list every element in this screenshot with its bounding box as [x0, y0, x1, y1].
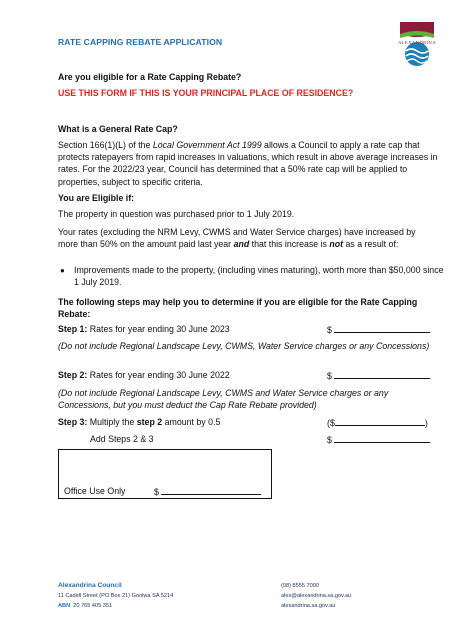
add-steps-label: Add Steps 2 & 3	[90, 434, 154, 444]
footer-address: 11 Cadell Street (PO Box 21) Goolwa SA 5214	[58, 593, 174, 600]
step-3-amount-field[interactable]: ($ )	[327, 418, 428, 428]
footer-contact-address	[58, 581, 173, 612]
general-rate-cap-paragraph: Section 166(1)(L) of the Local Government Act 1999 allows a Council to apply a rate cap that protects ratepayers from rapid increases in valuations, which result in above average increases in rates. For the 2022/23 year, Council has determined that a 50% rate cap will be applied to properties, subject to specific criteria.	[58, 140, 438, 187]
rates-criterion: Your rates (excluding the NRM Levy, CWMS and Water Service charges) have increased by more than 50% on the amount paid last year and that this increase is not as a result of:	[58, 227, 416, 250]
total-amount-field[interactable]: $	[327, 434, 430, 445]
residence-warning: USE THIS FORM IF THIS IS YOUR PRINCIPAL PLACE OF RESIDENCE?	[58, 88, 354, 98]
step-2-amount-field[interactable]: $	[327, 370, 430, 381]
purchase-criterion: The property in question was purchased prior to 1 July 2019.	[58, 209, 295, 219]
step-3: Step 3: Multiply the step 2 amount by 0.5	[58, 417, 221, 427]
step-1: Step 1: Rates for year ending 30 June 2023	[58, 324, 230, 334]
office-use-label: Office Use Only	[64, 486, 126, 496]
step-1-amount-field[interactable]: $	[327, 324, 430, 335]
footer-web[interactable]: alexandrina.sa.gov.au	[281, 603, 336, 610]
footer-abn: ABN 20 765 405 351	[58, 603, 113, 610]
bullet-icon: ●	[60, 266, 65, 275]
office-use-box	[58, 449, 272, 499]
footer-contact-details	[281, 581, 351, 612]
logo-emblem-icon	[392, 20, 442, 68]
footer-phone: (08) 8555 7000	[281, 583, 319, 589]
footer-email[interactable]: alex@alexandrina.sa.gov.au	[281, 593, 352, 600]
office-use-amount-field[interactable]: $	[154, 486, 261, 497]
footer-brand: Alexandrina Council	[58, 582, 122, 589]
steps-heading: The following steps may help you to determine if you are eligible for the Rate Capping Rebate:	[58, 297, 418, 320]
general-rate-cap-heading: What is a General Rate Cap?	[58, 124, 178, 134]
eligible-if-heading: You are Eligible if:	[58, 193, 135, 203]
form-title: RATE CAPPING REBATE APPLICATION	[58, 37, 223, 47]
svg-text:ALEXANDRINA: ALEXANDRINA	[398, 40, 436, 45]
step-1-note: (Do not include Regional Landscape Levy, CWMS, Water Service charges or any Concessions)	[58, 341, 430, 351]
eligibility-question: Are you eligible for a Rate Capping Rebate?	[58, 72, 242, 82]
step-2-note: (Do not include Regional Landscape Levy, CWMS and Water Service charges or any Concessions, but you must deduct the Cap Rate Rebate provided)	[58, 388, 389, 411]
step-2: Step 2: Rates for year ending 30 June 2022	[58, 370, 230, 380]
improvements-exclusion: Improvements made to the property, (including vines maturing), worth more than $50,000 since 1 July 2019.	[74, 265, 444, 288]
council-logo	[392, 20, 442, 68]
